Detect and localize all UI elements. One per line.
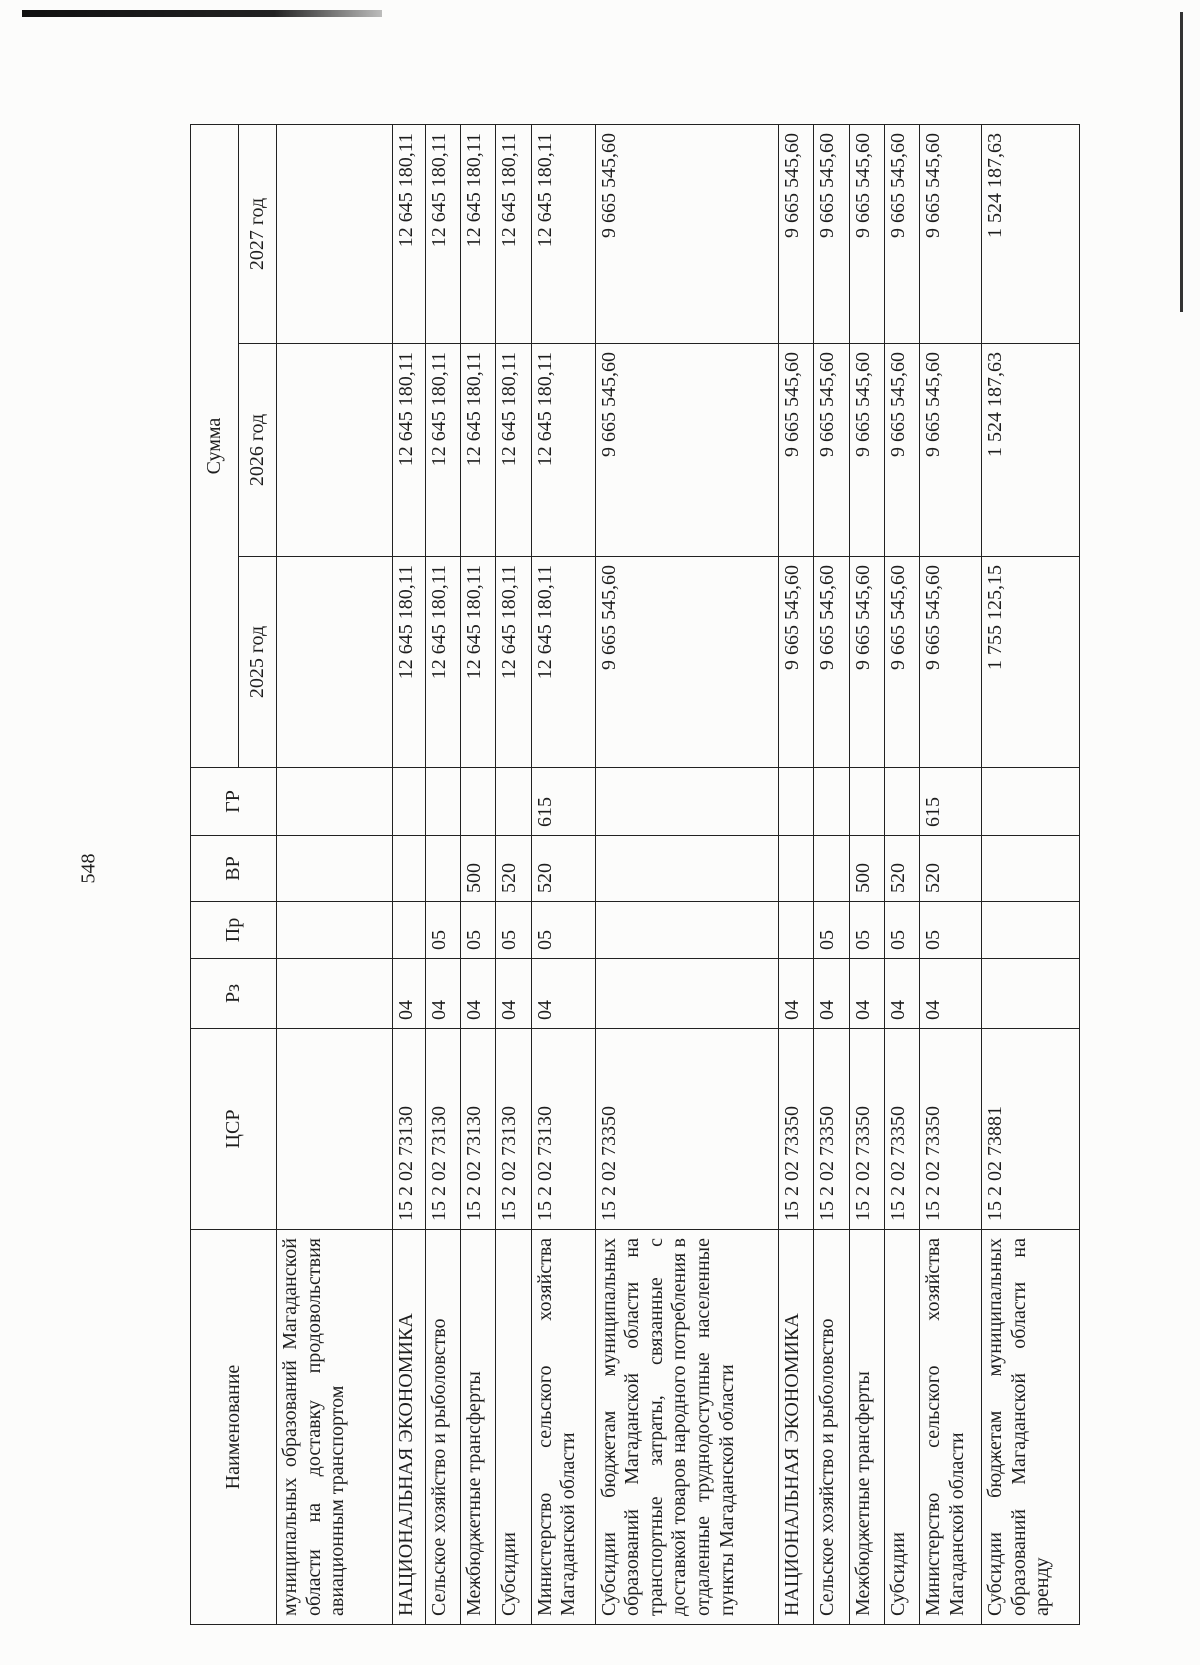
cell-rz: 04 bbox=[814, 959, 849, 1029]
cell-gr bbox=[277, 768, 393, 836]
cell-y2027: 9 665 545,60 bbox=[849, 125, 884, 344]
cell-gr bbox=[885, 768, 920, 836]
cell-gr bbox=[393, 768, 426, 836]
cell-y2026: 12 645 180,11 bbox=[461, 344, 496, 557]
cell-y2027: 12 645 180,11 bbox=[425, 125, 460, 344]
cell-gr bbox=[461, 768, 496, 836]
cell-y2027 bbox=[277, 125, 393, 344]
cell-y2025: 9 665 545,60 bbox=[779, 557, 814, 768]
cell-y2025: 12 645 180,11 bbox=[461, 557, 496, 768]
cell-rz bbox=[277, 959, 393, 1029]
cell-gr bbox=[779, 768, 814, 836]
cell-y2026: 12 645 180,11 bbox=[425, 344, 460, 557]
cell-csr: 15 2 02 73350 bbox=[849, 1029, 884, 1230]
cell-pr bbox=[981, 902, 1079, 959]
cell-csr: 15 2 02 73350 bbox=[885, 1029, 920, 1230]
cell-y2025: 12 645 180,11 bbox=[496, 557, 531, 768]
cell-y2027: 1 524 187,63 bbox=[981, 125, 1079, 344]
cell-rz: 04 bbox=[393, 959, 426, 1029]
cell-y2025: 12 645 180,11 bbox=[393, 557, 426, 768]
cell-csr: 15 2 02 73350 bbox=[779, 1029, 814, 1230]
header-name: Наименование bbox=[191, 1230, 277, 1625]
cell-y2026: 9 665 545,60 bbox=[885, 344, 920, 557]
cell-y2025: 12 645 180,11 bbox=[425, 557, 460, 768]
header-vr: ВР bbox=[191, 836, 277, 902]
cell-y2026: 1 524 187,63 bbox=[981, 344, 1079, 557]
cell-y2026: 9 665 545,60 bbox=[779, 344, 814, 557]
cell-y2026 bbox=[277, 344, 393, 557]
cell-vr: 520 bbox=[531, 836, 595, 902]
cell-pr bbox=[779, 902, 814, 959]
table-row bbox=[425, 125, 460, 1625]
header-gr: ГР bbox=[191, 768, 277, 836]
cell-y2026: 12 645 180,11 bbox=[496, 344, 531, 557]
cell-pr bbox=[595, 902, 778, 959]
cell-rz: 04 bbox=[779, 959, 814, 1029]
cell-vr bbox=[393, 836, 426, 902]
header-2027: 2027 год bbox=[239, 125, 277, 344]
cell-pr bbox=[393, 902, 426, 959]
cell-y2026: 9 665 545,60 bbox=[814, 344, 849, 557]
cell-gr bbox=[814, 768, 849, 836]
cell-rz: 04 bbox=[885, 959, 920, 1029]
cell-name: Субсидии бюджетам муниципальных образований Магаданской области на транспортные затраты, связанные с доставкой товаров народного потребления в отдаленные труднодоступные населенные пункты Магаданской области bbox=[595, 1230, 778, 1625]
cell-vr: 520 bbox=[885, 836, 920, 902]
cell-y2027: 9 665 545,60 bbox=[595, 125, 778, 344]
cell-y2026: 9 665 545,60 bbox=[849, 344, 884, 557]
cell-csr: 15 2 02 73130 bbox=[461, 1029, 496, 1230]
budget-table bbox=[190, 124, 1080, 1625]
cell-gr bbox=[496, 768, 531, 836]
cell-vr bbox=[981, 836, 1079, 902]
cell-y2025: 9 665 545,60 bbox=[920, 557, 982, 768]
header-sum: Сумма bbox=[191, 125, 239, 768]
table-row bbox=[496, 125, 531, 1625]
header-pr: Пр bbox=[191, 902, 277, 959]
table-row bbox=[595, 125, 778, 1625]
cell-y2025 bbox=[277, 557, 393, 768]
scan-edge-top bbox=[22, 10, 382, 17]
cell-name: Министерство сельского хозяйства Магаданской области bbox=[920, 1230, 982, 1625]
table-row bbox=[981, 125, 1079, 1625]
header-2025: 2025 год bbox=[239, 557, 277, 768]
cell-y2027: 9 665 545,60 bbox=[920, 125, 982, 344]
cell-y2027: 9 665 545,60 bbox=[885, 125, 920, 344]
cell-gr bbox=[595, 768, 778, 836]
cell-vr bbox=[595, 836, 778, 902]
cell-y2025: 9 665 545,60 bbox=[814, 557, 849, 768]
cell-pr: 05 bbox=[531, 902, 595, 959]
cell-name: Сельское хозяйство и рыболовство bbox=[425, 1230, 460, 1625]
cell-y2027: 12 645 180,11 bbox=[531, 125, 595, 344]
cell-csr: 15 2 02 73350 bbox=[595, 1029, 778, 1230]
cell-vr: 520 bbox=[496, 836, 531, 902]
table-row bbox=[885, 125, 920, 1625]
cell-y2026: 12 645 180,11 bbox=[393, 344, 426, 557]
cell-pr bbox=[277, 902, 393, 959]
cell-y2027: 9 665 545,60 bbox=[814, 125, 849, 344]
cell-pr: 05 bbox=[814, 902, 849, 959]
cell-gr bbox=[425, 768, 460, 836]
cell-csr: 15 2 02 73130 bbox=[425, 1029, 460, 1230]
cell-rz: 04 bbox=[496, 959, 531, 1029]
cell-pr: 05 bbox=[496, 902, 531, 959]
table-row bbox=[393, 125, 426, 1625]
cell-y2027: 9 665 545,60 bbox=[779, 125, 814, 344]
header-2026: 2026 год bbox=[239, 344, 277, 557]
cell-vr: 520 bbox=[920, 836, 982, 902]
cell-y2027: 12 645 180,11 bbox=[393, 125, 426, 344]
cell-csr bbox=[277, 1029, 393, 1230]
cell-name: Субсидии бюджетам муниципальных образований Магаданской области на аренду bbox=[981, 1230, 1079, 1625]
page-number: 548 bbox=[77, 853, 100, 884]
cell-csr: 15 2 02 73130 bbox=[393, 1029, 426, 1230]
cell-csr: 15 2 02 73350 bbox=[920, 1029, 982, 1230]
cell-vr bbox=[779, 836, 814, 902]
cell-csr: 15 2 02 73130 bbox=[531, 1029, 595, 1230]
cell-csr: 15 2 02 73881 bbox=[981, 1029, 1079, 1230]
table-row bbox=[461, 125, 496, 1625]
cell-gr bbox=[981, 768, 1079, 836]
cell-name: Межбюджетные трансферты bbox=[461, 1230, 496, 1625]
cell-vr bbox=[814, 836, 849, 902]
cell-pr: 05 bbox=[849, 902, 884, 959]
cell-name: Субсидии bbox=[496, 1230, 531, 1625]
rotated-table-container bbox=[190, 125, 1080, 1625]
cell-rz: 04 bbox=[425, 959, 460, 1029]
cell-rz: 04 bbox=[461, 959, 496, 1029]
cell-rz bbox=[595, 959, 778, 1029]
cell-y2025: 9 665 545,60 bbox=[885, 557, 920, 768]
cell-y2026: 9 665 545,60 bbox=[595, 344, 778, 557]
cell-rz: 04 bbox=[531, 959, 595, 1029]
cell-name: муниципальных образований Магаданской области на доставку продовольствия авиационным транспортом bbox=[277, 1230, 393, 1625]
cell-gr: 615 bbox=[920, 768, 982, 836]
cell-pr: 05 bbox=[920, 902, 982, 959]
cell-y2027: 12 645 180,11 bbox=[496, 125, 531, 344]
cell-y2025: 9 665 545,60 bbox=[595, 557, 778, 768]
cell-vr: 500 bbox=[849, 836, 884, 902]
cell-vr bbox=[425, 836, 460, 902]
cell-name: НАЦИОНАЛЬНАЯ ЭКОНОМИКА bbox=[779, 1230, 814, 1625]
header-rz: Рз bbox=[191, 959, 277, 1029]
table-row bbox=[779, 125, 814, 1625]
cell-rz: 04 bbox=[849, 959, 884, 1029]
table-row bbox=[531, 125, 595, 1625]
cell-csr: 15 2 02 73130 bbox=[496, 1029, 531, 1230]
cell-csr: 15 2 02 73350 bbox=[814, 1029, 849, 1230]
cell-y2025: 1 755 125,15 bbox=[981, 557, 1079, 768]
cell-y2025: 9 665 545,60 bbox=[849, 557, 884, 768]
cell-name: Межбюджетные трансферты bbox=[849, 1230, 884, 1625]
cell-vr bbox=[277, 836, 393, 902]
cell-name: НАЦИОНАЛЬНАЯ ЭКОНОМИКА bbox=[393, 1230, 426, 1625]
header-csr: ЦСР bbox=[191, 1029, 277, 1230]
cell-pr: 05 bbox=[885, 902, 920, 959]
cell-y2026: 9 665 545,60 bbox=[920, 344, 982, 557]
table-row bbox=[277, 125, 393, 1625]
cell-name: Сельское хозяйство и рыболовство bbox=[814, 1230, 849, 1625]
table-row bbox=[920, 125, 982, 1625]
cell-gr bbox=[849, 768, 884, 836]
cell-name: Министерство сельского хозяйства Магаданской области bbox=[531, 1230, 595, 1625]
cell-y2027: 12 645 180,11 bbox=[461, 125, 496, 344]
scan-edge-right bbox=[1180, 12, 1183, 312]
table-row bbox=[814, 125, 849, 1625]
cell-rz: 04 bbox=[920, 959, 982, 1029]
cell-rz bbox=[981, 959, 1079, 1029]
cell-pr: 05 bbox=[425, 902, 460, 959]
table-row bbox=[849, 125, 884, 1625]
cell-gr: 615 bbox=[531, 768, 595, 836]
cell-y2025: 12 645 180,11 bbox=[531, 557, 595, 768]
cell-name: Субсидии bbox=[885, 1230, 920, 1625]
cell-vr: 500 bbox=[461, 836, 496, 902]
cell-y2026: 12 645 180,11 bbox=[531, 344, 595, 557]
cell-pr: 05 bbox=[461, 902, 496, 959]
